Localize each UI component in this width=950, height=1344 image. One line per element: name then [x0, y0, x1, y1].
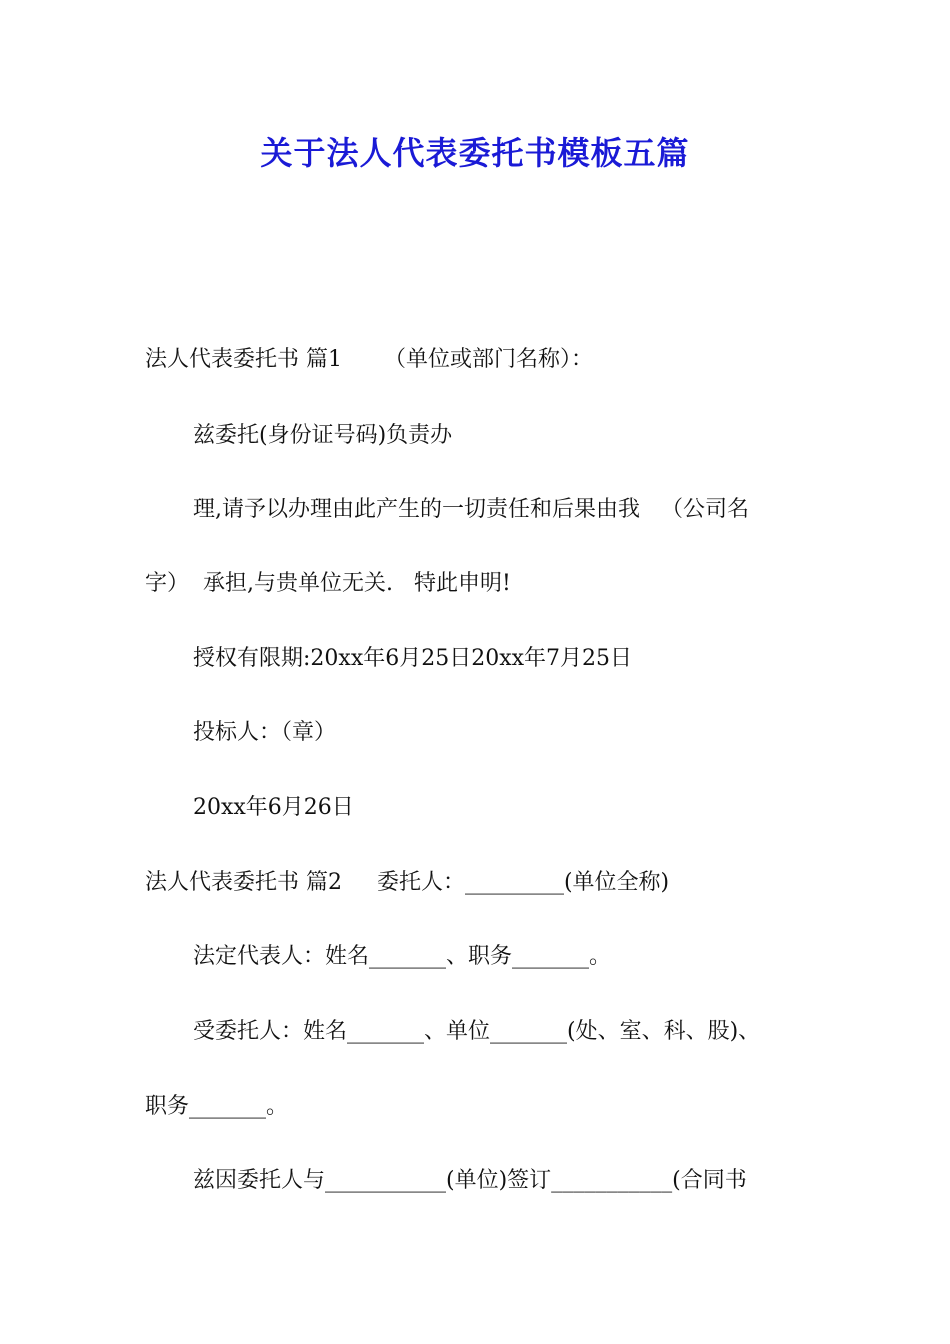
text-line-position: 职务_______。 — [145, 1094, 289, 1119]
text-line-contract: 兹因委托人与___________(单位)签订___________(合同书 — [193, 1168, 747, 1193]
text-line-entrust: 兹委托(身份证号码)负责办 — [193, 423, 453, 448]
text-line-date: 20xx年6月26日 — [193, 795, 354, 820]
text-line-validity: 授权有限期:20xx年6月25日20xx年7月25日 — [193, 646, 633, 671]
text-line-section1-heading: 法人代表委托书 篇1 （单位或部门名称）： — [145, 347, 593, 372]
document-title: 关于法人代表委托书模板五篇 — [260, 134, 690, 172]
text-line-declare: 字） 承担,与贵单位无关. 特此申明! — [145, 571, 511, 596]
text-line-bidder-seal: 投标人：（章） — [193, 720, 337, 745]
text-line-trustee: 受委托人：姓名_______、单位_______(处、室、科、股)、 — [193, 1019, 761, 1044]
text-line-section2-heading: 法人代表委托书 篇2 委托人：_________(单位全称) — [145, 870, 670, 895]
text-line-legal-rep: 法定代表人：姓名_______、职务_______。 — [193, 944, 612, 969]
text-line-handle: 理,请予以办理由此产生的一切责任和后果由我 （公司名 — [193, 497, 749, 522]
